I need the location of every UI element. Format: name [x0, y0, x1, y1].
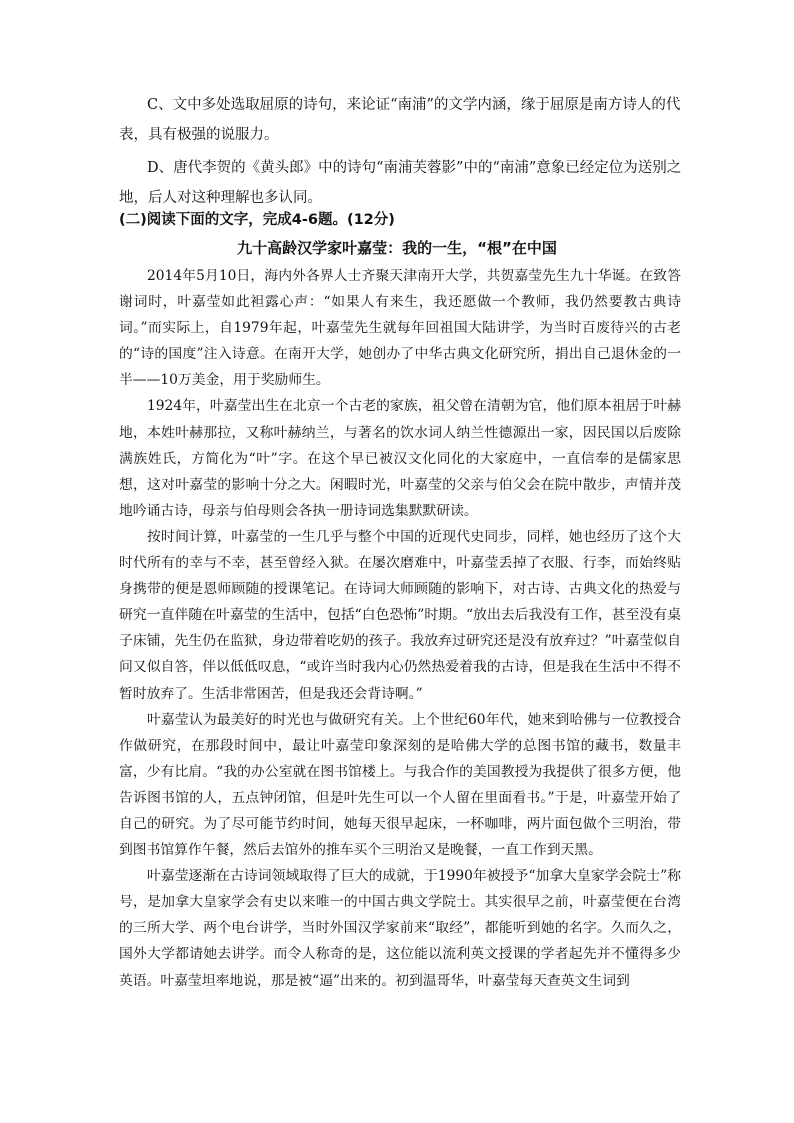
option-c-text: C、文中多处选取屈原的诗句，来论证“南浦”的文学内涵，缘于屈原是南方诗人的代表，具有极强的说服力。 — [119, 97, 681, 143]
article-paragraph-4: 叶嘉莹认为最美好的时光也与做研究有关。上个世纪60年代，她来到哈佛与一位教授合作做研究，在那段时间中，最让叶嘉莹印象深刻的是哈佛大学的总图书馆的藏书，数量丰富，少有比肩。“我的办公室就在图书馆楼上。与我合作的美国教授为我提供了很多方便，他告诉图书馆的人，五点钟闭馆，但是叶先生可以一个人留在里面看书。”于是，叶嘉莹开始了自己的研究。为了尽可能节约时间，她每天很早起床，一杯咖啡，两片面包做个三明治，带到图书馆算作午餐，然后去馆外的推车买个三明治又是晚餐，一直工作到天黑。 — [119, 711, 681, 859]
option-c — [119, 90, 689, 150]
article-title: 九十高龄汉学家叶嘉莹：我的一生，“根”在中国 — [237, 239, 557, 257]
option-d-text: D、唐代李贺的《黄头郎》中的诗句“南浦芙蓉影”中的“南浦”意象已经定位为送别之地，后人对这种理解也多认同。 — [119, 160, 682, 206]
article-paragraph-5: 叶嘉莹逐渐在古诗词领域取得了巨大的成就，于1990年被授予“加拿大皇家学会院士”称号，是加拿大皇家学会有史以来唯一的中国古典文学院士。其实很早之前，叶嘉莹便在台湾的三所大学、两个电台讲学，当时外国汉学家前来“取经”，都能听到她的名字。久而久之，国外大学都请她去讲学。而令人称奇的是，这位能以流利英文授课的学者起先并不懂得多少英语。叶嘉莹坦率地说，那是被“逼”出来的。初到温哥华，叶嘉莹每天查英文生词到 — [119, 868, 681, 989]
article-paragraph-2: 1924年，叶嘉莹出生在北京一个古老的家族，祖父曾在清朝为官，他们原本祖居于叶赫地，本姓叶赫那拉，又称叶赫纳兰，与著名的饮水词人纳兰性德源出一家，因民国以后废除满族姓氏，方简化为“叶”字。在这个早已被汉文化同化的大家庭中，一直信奉的是儒家思想，这对叶嘉莹的影响十分之大。闲暇时光，叶嘉莹的父亲与伯父会在院中散步，声情并茂地吟诵古诗，母亲与伯母则会各执一册诗词选集默默研读。 — [119, 398, 681, 519]
article-paragraph-1: 2014年5月10日，海内外各界人士齐聚天津南开大学，共贺嘉莹先生九十华诞。在致答谢词时，叶嘉莹如此袒露心声：“如果人有来生，我还愿做一个教师，我仍然要教古典诗词。”而实际上，自1979年起，叶嘉莹先生就每年回祖国大陆讲学，为当时百废待兴的古老的“诗的国度”注入诗意。在南开大学，她创办了中华古典文化研究所，捐出自己退休金的一半——10万美金，用于奖励师生。 — [119, 268, 681, 389]
article-paragraph-3: 按时间计算，叶嘉莹的一生几乎与整个中国的近现代史同步，同样，她也经历了这个大时代所有的幸与不幸，甚至曾经入狱。在屡次磨难中，叶嘉莹丢掉了衣服、行李，而始终贴身携带的便是恩师顾随的授课笔记。在诗词大师顾随的影响下，对古诗、古典文化的热爱与研究一直伴随在叶嘉莹的生活中，包括“白色恐怖”时期。“放出去后我没有工作，甚至没有桌子床铺，先生仍在监狱，身边带着吃奶的孩子。我放弃过研究还是没有放弃过？”叶嘉莹似自问又似自答，伴以低低叹息，“或许当时我内心仍然热爱着我的古诗，但是我在生活中不得不暂时放弃了。生活非常困苦，但是我还会背诗啊。” — [119, 528, 681, 702]
option-d — [119, 153, 689, 213]
article-body — [119, 263, 681, 994]
section-heading: (二)阅读下面的文字，完成4-6题。(12分) — [119, 212, 395, 228]
